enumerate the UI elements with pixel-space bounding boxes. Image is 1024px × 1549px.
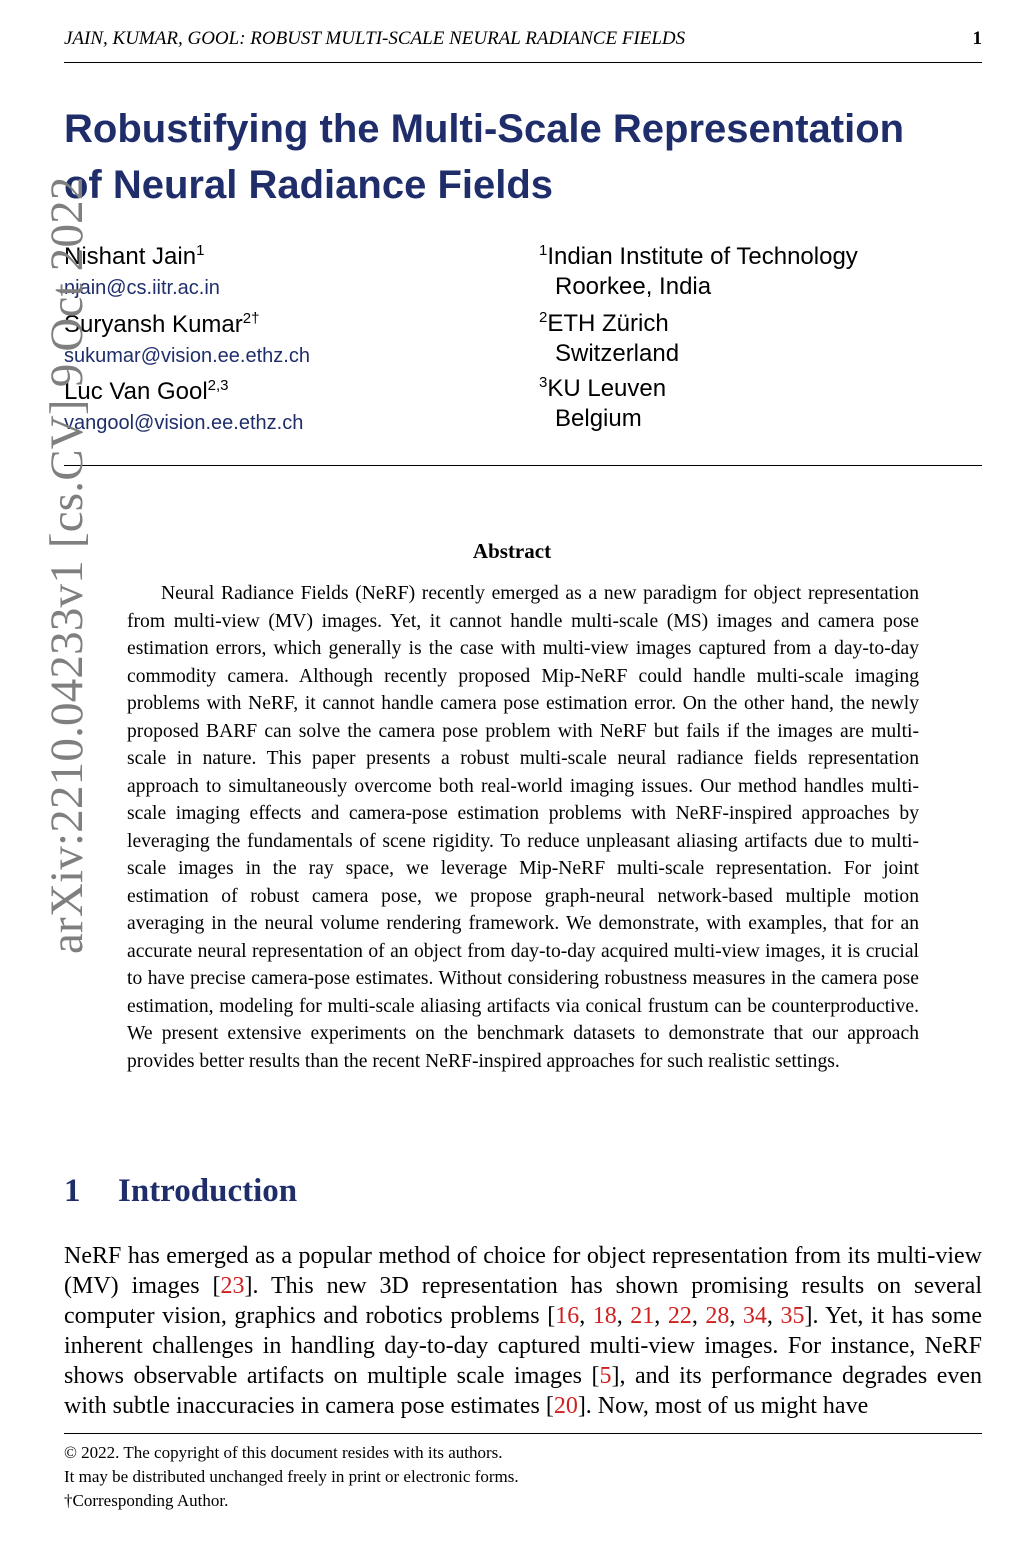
- running-title: JAIN, KUMAR, GOOL: ROBUST MULTI-SCALE NEURAL RADIANCE FIELDS: [64, 28, 686, 49]
- intro-text: ,: [766, 1303, 781, 1329]
- affiliation-location: Belgium: [555, 405, 642, 432]
- affiliation-institution: ETH Zürich: [547, 310, 669, 337]
- page-number: 1: [972, 28, 982, 49]
- footnote-rule: [64, 1433, 982, 1434]
- section-heading-introduction: [64, 1173, 297, 1210]
- footnote-corresponding-author: †Corresponding Author.: [64, 1491, 229, 1510]
- header-rule: [64, 62, 982, 63]
- citation-link[interactable]: 28: [705, 1303, 730, 1329]
- title-line-2: of Neural Radiance Fields: [64, 163, 554, 207]
- intro-text: ,: [654, 1303, 668, 1329]
- citation-link[interactable]: 35: [780, 1303, 805, 1329]
- author-superscript: 2†: [242, 310, 260, 327]
- affiliation-institution: Indian Institute of Technology: [547, 243, 858, 270]
- footnote-copyright: © 2022. The copyright of this document resides with its authors.: [64, 1443, 503, 1462]
- author-email-link[interactable]: vangool@vision.ee.ethz.ch: [64, 412, 304, 434]
- affiliation-institution: KU Leuven: [547, 375, 667, 402]
- title-rule: [64, 465, 982, 466]
- author-name-text: Nishant Jain: [64, 243, 197, 270]
- intro-text: ]. Now, most of us might have: [577, 1393, 869, 1419]
- paper-title: [64, 101, 994, 213]
- intro-text: ,: [579, 1303, 593, 1329]
- intro-text: ], and its performance degrades even with subtle inaccuracies in camera pose estimates [: [64, 1363, 983, 1419]
- author-email-link[interactable]: njain@cs.iitr.ac.in: [64, 277, 220, 299]
- author-superscript: 2,3: [207, 377, 229, 394]
- intro-text: ,: [691, 1303, 706, 1329]
- section-title: Introduction: [118, 1173, 298, 1209]
- intro-text: ]. This new 3D representation has shown promising results on several computer vision, graphics and robotics problems [: [64, 1273, 982, 1329]
- section-number: 1: [64, 1173, 81, 1209]
- author-name-text: Luc Van Gool: [64, 378, 208, 405]
- citation-link[interactable]: 16: [555, 1303, 580, 1329]
- affiliation: [539, 242, 858, 302]
- affiliation-location: Switzerland: [555, 340, 680, 367]
- author-superscript: 1: [196, 242, 205, 259]
- citation-link[interactable]: 23: [220, 1273, 245, 1299]
- running-header: [64, 28, 982, 52]
- affiliation: [539, 309, 679, 369]
- intro-text: ,: [616, 1303, 631, 1329]
- citation-link[interactable]: 20: [553, 1393, 578, 1419]
- citation-link[interactable]: 22: [667, 1303, 692, 1329]
- introduction-paragraph: [64, 1241, 982, 1421]
- affiliation-location: Roorkee, India: [555, 273, 712, 300]
- author-name-text: Suryansh Kumar: [64, 311, 243, 338]
- affiliation-number: 3: [539, 374, 548, 391]
- affiliation-number: 1: [539, 242, 548, 259]
- citation-link[interactable]: 5: [599, 1363, 612, 1389]
- citation-link[interactable]: 21: [630, 1303, 655, 1329]
- abstract-body: Neural Radiance Fields (NeRF) recently emerged as a new paradigm for object representation from multi-view (MV) images. Yet, it cannot handle multi-scale (MS) images and camera pose estimation errors, which generally is the case with multi-view images captured from a day-to-day commodity camera. Although recently proposed Mip-NeRF could handle multi-scale imaging problems with NeRF, it cannot handle camera pose estimation error. On the other hand, the newly proposed BARF can solve the camera pose problem with NeRF but fails if the images are multi-scale in nature. This paper presents a robust multi-scale neural radiance fields representation approach to simultaneously overcome both real-world imaging issues. Our method handles multi-scale imaging effects and camera-pose estimation problems with NeRF-inspired approaches by leveraging the fundamentals of scene rigidity. To reduce unpleasant aliasing artifacts due to multi-scale images in the ray space, we leverage Mip-NeRF multi-scale representation. For joint estimation of robust camera pose, we propose graph-neural network-based multiple motion averaging in the neural volume rendering framework. We demonstrate, with examples, that for an accurate neural representation of an object from day-to-day acquired multi-view images, it is crucial to have precise camera-pose estimates. Without considering robustness measures in the camera pose estimation, modeling for multi-scale aliasing artifacts via conical frustum can be counterproductive. We present extensive experiments on the benchmark datasets to demonstrate that our approach provides better results than the recent NeRF-inspired approaches for such realistic settings.: [127, 583, 919, 1072]
- title-line-1: Robustifying the Multi-Scale Representation: [64, 107, 905, 151]
- affiliation-number: 2: [539, 309, 548, 326]
- author-email-link[interactable]: sukumar@vision.ee.ethz.ch: [64, 345, 310, 367]
- intro-text: ,: [729, 1303, 743, 1329]
- arxiv-stamp: arXiv:2210.04233v1 [cs.CV] 9 Oct 2022: [41, 176, 93, 954]
- citation-link[interactable]: 34: [742, 1303, 767, 1329]
- intro-text: NeRF has emerged as a popular method of choice for object representation from its multi-view (MV) images [: [64, 1243, 982, 1299]
- affiliation: [539, 374, 666, 434]
- footnote-distribution: It may be distributed unchanged freely in print or electronic forms.: [64, 1467, 519, 1486]
- abstract-heading: Abstract: [472, 539, 552, 563]
- intro-text: ]. Yet, it has some inherent challenges in handling day-to-day captured multi-view images. For instance, NeRF shows observable artifacts on multiple scale images [: [64, 1303, 982, 1389]
- author-name: [64, 311, 259, 339]
- citation-link[interactable]: 18: [592, 1303, 617, 1329]
